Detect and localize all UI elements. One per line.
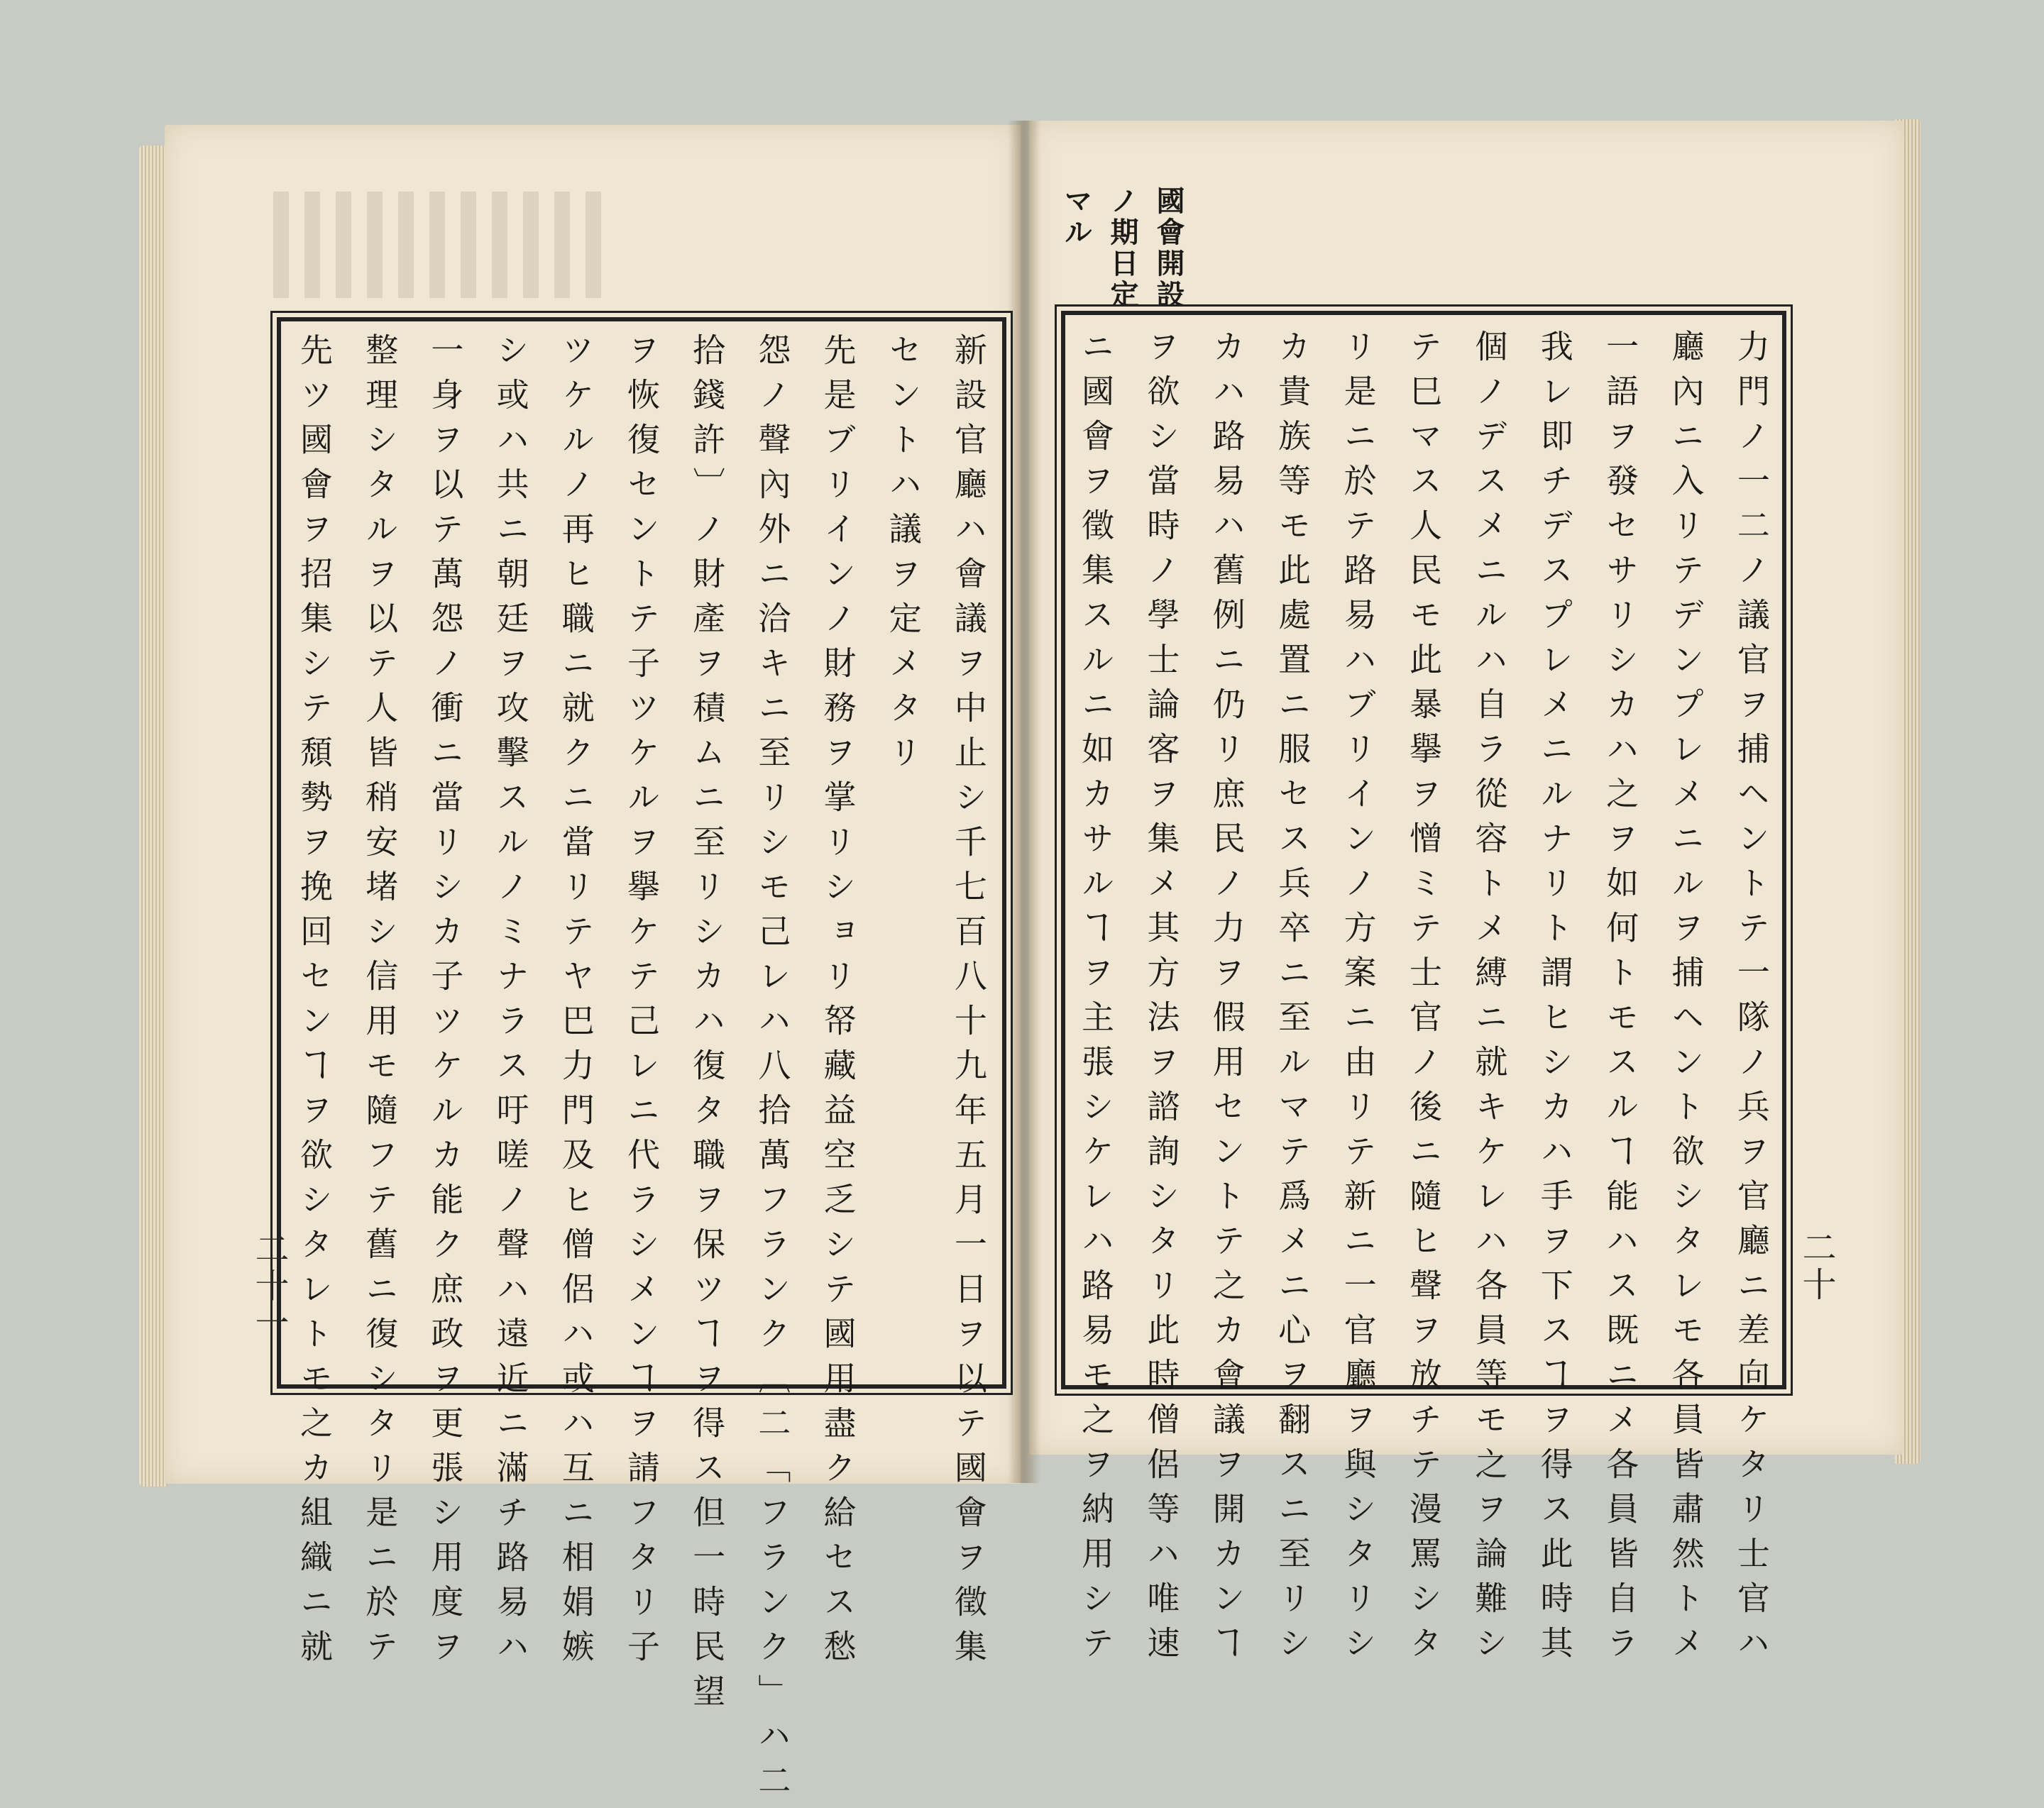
text-column: 先是ブリインノ財務ヲ掌リショリ帑藏益空乏シテ國用盡ク給セス愁 [818,333,857,1674]
text-column: シ或ハ共ニ朝廷ヲ攻擊スルノミナラス吁嗟ノ聲ハ遠近ニ滿チ路易ハ [491,333,530,1674]
text-column: 個ノデスメニルハ自ラ從容トメ縛ニ就キケレハ各員等モ之ヲ論難シ [1470,329,1509,1670]
text-column: 力門ノ一二ノ議官ヲ捕ヘントテ一隊ノ兵ヲ官廳ニ差向ケタリ士官ハ [1732,329,1771,1670]
text-column: セントハ議ヲ定メタリ [884,333,923,780]
text-column: テ巳マス人民モ此暴擧ヲ憎ミテ士官ノ後ニ隨ヒ聲ヲ放チテ漫罵シタ [1404,329,1443,1670]
right-text-columns [1077,329,1771,1670]
text-column: 新設官廳ハ會議ヲ中止シ千七百八十九年五月一日ヲ以テ國會ヲ徵集 [949,333,988,1674]
text-column: 廳內ニ入リテデンプレメニルヲ捕ヘント欲シタレモ各員皆肅然トメ [1666,329,1705,1670]
header-note-line: マル [1060,186,1093,248]
text-column: ツケルノ再ヒ職ニ就クニ當リテヤ巴力門及ヒ僧侶ハ或ハ互ニ相娟嫉 [556,333,595,1674]
page-number-left: 二十一 [249,1231,289,1342]
text-column: 怨ノ聲內外ニ洽キニ至リシモ己レハ八拾萬フランク〔二「フランク」ハ二 [753,333,792,1808]
text-column: ニ國會ヲ徵集スルニ如カサルヿヲ主張シケレハ路易モ之ヲ納用シテ [1077,329,1115,1670]
page-edge-left [139,145,167,1487]
text-column: ヲ欲シ當時ノ學士論客ヲ集メ其方法ヲ諮詢シタリ此時僧侶等ハ唯速 [1142,329,1181,1670]
right-text-frame [1061,311,1786,1670]
text-column: 我レ即チデスプレメニルナリト謂ヒシカハ手ヲ下スヿヲ得ス此時其 [1535,329,1574,1670]
page-number-right: 二十 [1796,1230,1836,1303]
book-gutter [1008,121,1040,1483]
left-text-columns [295,333,988,1808]
text-column: 拾錢許〕ノ財產ヲ積ムニ至リシカハ復タ職ヲ保ツヿヲ得ス但一時民望 [688,333,727,1719]
text-column: カハ路易ハ舊例ニ仍リ庶民ノ力ヲ假用セントテ之カ會議ヲ開カンヿ [1207,329,1246,1670]
text-column: リ是ニ於テ路易ハブリインノ方案ニ由リテ新ニ一官廳ヲ與シタリシ [1339,329,1378,1670]
text-column: 一語ヲ發セサリシカハ之ヲ如何トモスルヿ能ハス既ニメ各員皆自ラ [1601,329,1640,1670]
text-column: ヲ恢復セントテ子ツケルヲ擧ケテ己レニ代ラシメンヿヲ請フタリ子 [622,333,661,1674]
margin-header-note [1056,186,1189,311]
header-note-line: 國會開設 [1152,186,1185,311]
left-text-frame [277,317,1006,1808]
show-through-texture [273,192,614,298]
text-column: 先ツ國會ヲ招集シテ頹勢ヲ挽回センヿヲ欲シタレトモ之カ組織ニ就 [295,333,334,1674]
text-column: カ貴族等モ此處置ニ服セス兵卒ニ至ルマテ爲メニ心ヲ翻スニ至リシ [1273,329,1312,1670]
header-note-line: ノ期日定 [1106,186,1139,311]
text-column: 整理シタルヲ以テ人皆稍安堵シ信用モ隨フテ舊ニ復シタリ是ニ於テ [361,333,400,1674]
text-column: 一身ヲ以テ萬怨ノ衝ニ當リシカ子ツケルカ能ク庶政ヲ更張シ用度ヲ [426,333,465,1674]
